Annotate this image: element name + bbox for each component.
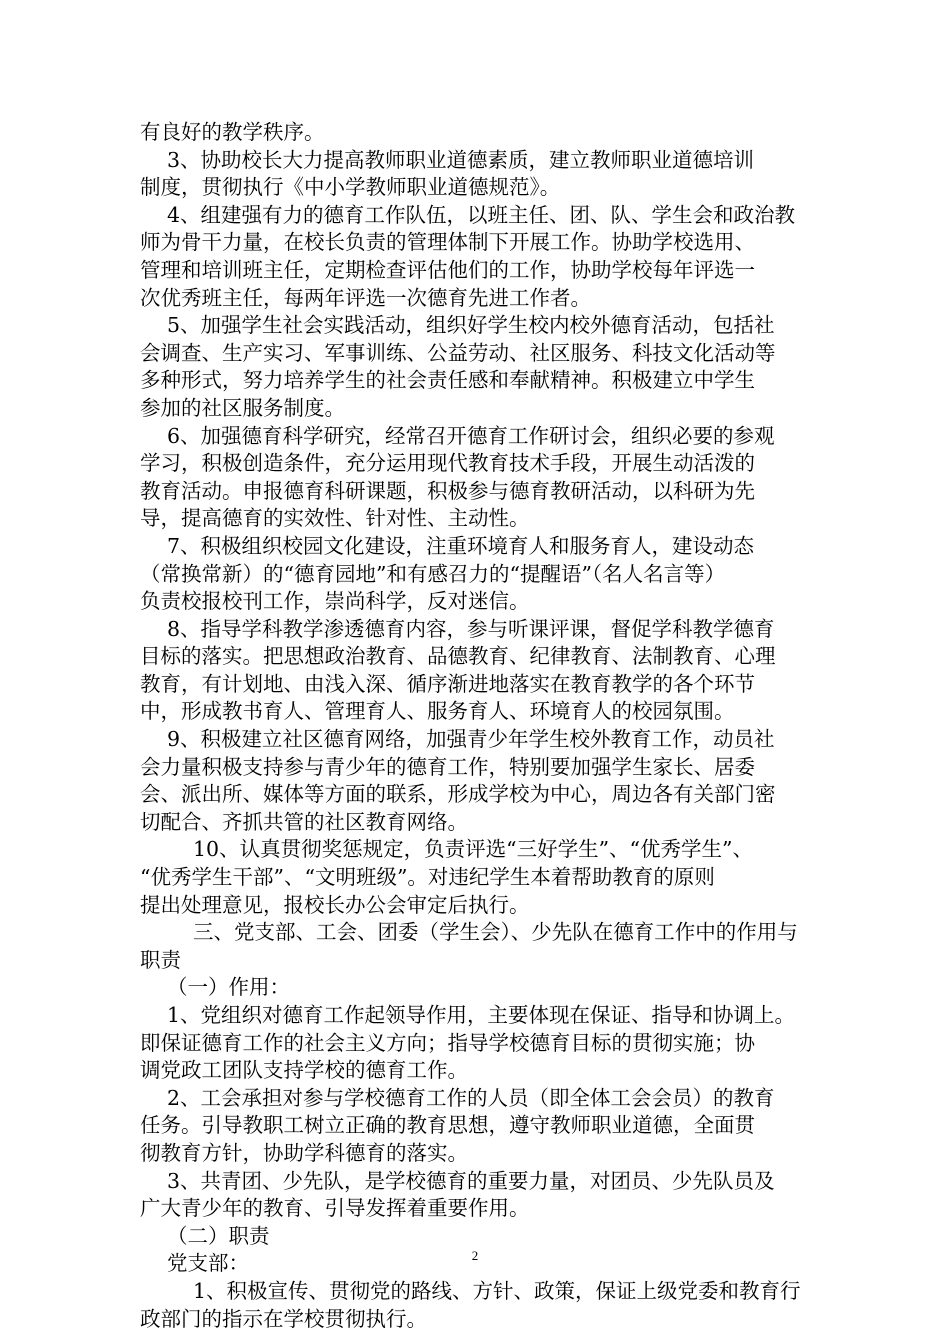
text-line: “优秀学生干部”、“文明班级”。对违纪学生本着帮助教育的原则 bbox=[140, 865, 715, 890]
text-line: 提出处理意见，报校长办公会审定后执行。 bbox=[140, 892, 530, 917]
section-heading: 职责 bbox=[140, 947, 181, 972]
text-line: 任务。引导教职工树立正确的教育思想，遵守教师职业道德，全面贯 bbox=[140, 1113, 755, 1138]
text-line: 3、协助校长大力提高教师职业道德素质，建立教师职业道德培训 bbox=[167, 147, 755, 172]
text-line: 多种形式，努力培养学生的社会责任感和奉献精神。积极建立中学生 bbox=[140, 368, 755, 393]
text-line: 彻教育方针，协助学科德育的落实。 bbox=[140, 1140, 468, 1165]
text-line: 9、积极建立社区德育网络，加强青少年学生校外教育工作，动员社 bbox=[167, 727, 775, 752]
text-line: 5、加强学生社会实践活动，组织好学生校内校外德育活动，包括社 bbox=[167, 313, 775, 338]
text-line: 10、认真贯彻奖惩规定，负责评选“三好学生”、“优秀学生”、 bbox=[193, 837, 754, 862]
text-line: 4、组建强有力的德育工作队伍，以班主任、团、队、学生会和政治教 bbox=[167, 202, 796, 227]
text-line: 有良好的教学秩序。 bbox=[140, 120, 325, 144]
text-line: 即保证德育工作的社会主义方向；指导学校德育目标的贯彻实施；协 bbox=[140, 1030, 755, 1055]
text-line: 6、加强德育科学研究，经常召开德育工作研讨会，组织必要的参观 bbox=[167, 423, 775, 448]
text-line: 次优秀班主任，每两年评选一次德育先进工作者。 bbox=[140, 285, 591, 310]
body-text bbox=[140, 119, 822, 1333]
text-line: 中，形成教书育人、管理育人、服务育人、环境育人的校园氛围。 bbox=[140, 699, 735, 724]
text-line: 政部门的指示在学校贯彻执行。 bbox=[140, 1306, 427, 1331]
text-line: 1、积极宣传、贯彻党的路线、方针、政策，保证上级党委和教育行 bbox=[193, 1278, 801, 1303]
subsection-heading: 党支部： bbox=[167, 1251, 249, 1276]
text-line: 教育活动。申报德育科研课题，积极参与德育教研活动，以科研为先 bbox=[140, 478, 755, 503]
text-line: 会调查、生产实习、军事训练、公益劳动、社区服务、科技文化活动等 bbox=[140, 340, 776, 365]
subsection-heading: （一）作用： bbox=[167, 975, 290, 1000]
text-line: 负责校报校刊工作，崇尚科学，反对迷信。 bbox=[140, 589, 530, 614]
text-line: （常换常新）的“德育园地”和有感召力的“提醒语”（名人名言等） bbox=[140, 561, 726, 586]
text-line: 参加的社区服务制度。 bbox=[140, 395, 345, 420]
text-line: 导，提高德育的实效性、针对性、主动性。 bbox=[140, 506, 530, 531]
text-line: 会力量积极支持参与青少年的德育工作，特别要加强学生家长、居委 bbox=[140, 754, 755, 779]
text-line: 调党政工团队支持学校的德育工作。 bbox=[140, 1058, 468, 1083]
text-line: 会、派出所、媒体等方面的联系，形成学校为中心，周边各有关部门密 bbox=[140, 782, 776, 807]
text-line: 目标的落实。把思想政治教育、品德教育、纪律教育、法制教育、心理 bbox=[140, 644, 776, 669]
subsection-heading: （二）职责 bbox=[167, 1223, 270, 1248]
text-line: 管理和培训班主任，定期检查评估他们的工作，协助学校每年评选一 bbox=[140, 257, 755, 282]
text-line: 制度，贯彻执行《中小学教师职业道德规范》。 bbox=[140, 175, 561, 200]
text-line: 2、工会承担对参与学校德育工作的人员（即全体工会会员）的教育 bbox=[167, 1085, 775, 1110]
section-heading: 三、党支部、工会、团委（学生会）、少先队在德育工作中的作用与 bbox=[193, 920, 798, 945]
text-line: 广大青少年的教育、引导发挥着重要作用。 bbox=[140, 1196, 530, 1221]
text-line: 学习，积极创造条件，充分运用现代教育技术手段，开展生动活泼的 bbox=[140, 451, 755, 476]
text-line: 教育，有计划地、由浅入深、循序渐进地落实在教育教学的各个环节 bbox=[140, 671, 755, 696]
text-line: 7、积极组织校园文化建设，注重环境育人和服务育人，建设动态 bbox=[167, 533, 755, 558]
text-line: 师为骨干力量，在校长负责的管理体制下开展工作。协助学校选用、 bbox=[140, 230, 755, 255]
text-line: 切配合、齐抓共管的社区教育网络。 bbox=[140, 809, 468, 834]
text-line: 3、共青团、少先队，是学校德育的重要力量，对团员、少先队员及 bbox=[167, 1168, 775, 1193]
text-line: 1、党组织对德育工作起领导作用，主要体现在保证、指导和协调上。 bbox=[167, 1003, 796, 1027]
text-line: 8、指导学科教学渗透德育内容，参与听课评课，督促学科教学德育 bbox=[167, 616, 775, 641]
page-number: 2 bbox=[471, 1248, 479, 1263]
